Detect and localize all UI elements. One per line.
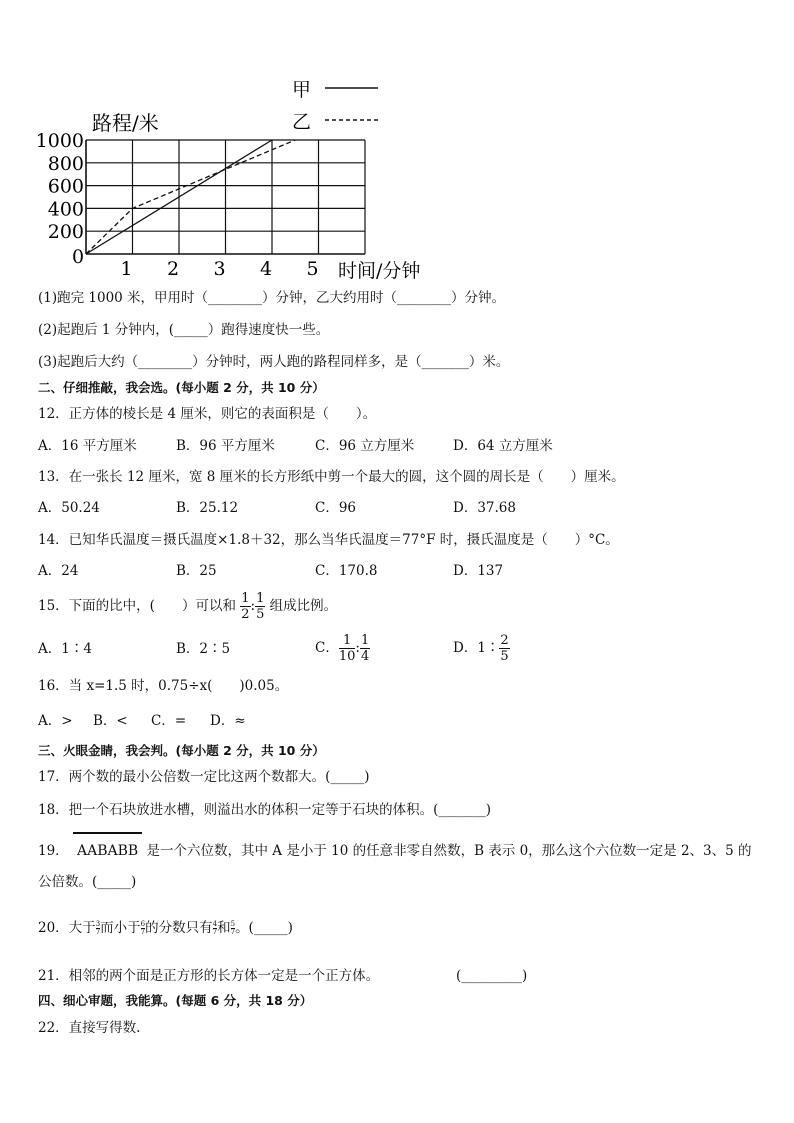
q16-option-b: B．<	[93, 713, 128, 729]
q13-option-b: B．25.12	[176, 500, 239, 516]
x-tick-label: 3	[213, 258, 226, 280]
q11-part1: (1)跑完 1000 米，甲用时（________）分钟，乙大约用时（________）分钟。	[38, 290, 506, 306]
q12-option-d: D．64 立方厘米	[453, 438, 553, 454]
q16-option-c: C．=	[151, 713, 187, 729]
legend-label: 乙	[292, 111, 312, 133]
q16-option-d: D．≈	[210, 713, 246, 729]
q11-part3: (3)起跑后大约（________）分钟时，两人跑的路程同样多，是（_______）米。	[38, 354, 510, 370]
x-axis-label: 时间/分钟	[338, 260, 421, 282]
q14-option-b: B．25	[176, 563, 217, 579]
q15-ratio-term2: $\frac{1}{5}$	[256, 591, 265, 622]
q15-ratio-colon: :	[250, 598, 256, 614]
chart-series	[86, 140, 295, 254]
q16-option-a: A．>	[38, 713, 73, 729]
q21-answer-blank[interactable]: (_________)	[456, 968, 528, 984]
q13-option-d: D．37.68	[453, 500, 516, 516]
q18: 18．把一个石块放进水槽，则溢出水的体积一定等于石块的体积。(_______)	[38, 802, 491, 818]
y-tick-label: 800	[47, 152, 84, 175]
q13-option-a: A．50.24	[38, 500, 100, 516]
y-axis-label: 路程/米	[92, 111, 159, 135]
section-3-heading: 三、火眼金睛，我会判。(每小题 2 分，共 10 分）	[38, 743, 325, 758]
q15-option-b: B．2∶5	[176, 641, 231, 657]
q12-option-b: B．96 平方厘米	[176, 438, 275, 454]
y-tick-label: 200	[47, 221, 84, 244]
chart-grid	[86, 140, 365, 254]
distance-time-chart	[30, 70, 450, 285]
q15-option-d: D．1∶ $\frac{2}{5}$	[453, 633, 509, 664]
q15-ratio-term1: $\frac{1}{2}$	[241, 591, 250, 622]
x-tick-label: 4	[259, 258, 273, 280]
q20: 20．大于 $\frac{3}{7}$ 而小于 $\frac{6}{7}$ 的分数只有 $\frac{4}{7}$ 和 $\frac{5}{7}$ 。(_____)	[38, 920, 293, 936]
q15-option-c: C． $\frac{1}{10}$ : $\frac{1}{4}$	[315, 633, 370, 664]
q19-number: 19．	[38, 843, 69, 859]
series-line-yi	[86, 140, 295, 254]
q17: 17．两个数的最小公倍数一定比这两个数都大。(_____)	[38, 769, 370, 785]
q20-fraction-3: $\frac{4}{7}$	[212, 920, 218, 936]
q12-stem: 12．正方体的棱长是 4 厘米，则它的表面积是（ ）。	[38, 406, 377, 422]
q19-line1	[38, 832, 752, 864]
q20-fraction-1: $\frac{3}{7}$	[95, 920, 101, 936]
q20-fraction-2: $\frac{6}{7}$	[140, 920, 146, 936]
q14-option-a: A．24	[38, 563, 79, 579]
q15-stem-after: 组成比例。	[269, 598, 338, 614]
x-tick-label: 1	[120, 258, 133, 280]
q16-stem: 16．当 x=1.5 时，0.75÷x( )0.05。	[38, 678, 289, 694]
q13-option-c: C．96	[315, 500, 357, 516]
q12-option-c: C．96 立方厘米	[315, 438, 415, 454]
x-tick-label: 5	[306, 258, 319, 280]
x-tick-labels	[120, 258, 318, 280]
q13-stem: 13．在一张长 12 厘米，宽 8 厘米的长方形纸中剪一个最大的圆，这个圆的周长是（ ）厘米。	[38, 469, 625, 485]
legend-label: 甲	[292, 79, 312, 101]
q14-stem: 14．已知华氏温度＝摄氏温度×1.8＋32，那么当华氏温度＝77°F 时，摄氏温度是（ ）°C。	[38, 532, 619, 548]
q19-line2: 公倍数。(_____)	[38, 874, 137, 890]
y-tick-label: 1000	[35, 130, 84, 152]
q14-option-d: D．137	[453, 563, 504, 579]
q12-option-a: A．16 平方厘米	[38, 438, 137, 454]
q22: 22．直接写得数.	[38, 1020, 141, 1036]
y-tick-label: 600	[47, 175, 84, 198]
q15-stem-before: 15．下面的比中，( ）可以和	[38, 598, 236, 614]
q21: 21．相邻的两个面是正方形的长方体一定是一个正方体。	[38, 968, 380, 984]
q19-six-digit-number: AABABB	[73, 832, 142, 864]
section-2-heading: 二、仔细推敲，我会选。(每小题 2 分，共 10 分）	[38, 380, 325, 395]
q15-option-a: A．1∶4	[38, 641, 92, 657]
chart-legend	[292, 79, 378, 133]
origin-label: 0	[72, 246, 85, 268]
q14-option-c: C．170.8	[315, 563, 378, 579]
q15-stem	[38, 589, 337, 623]
q19-text: 是一个六位数，其中 A 是小于 10 的任意非零自然数，B 表示 0，那么这个六位数一定是 2、3、5 的	[146, 843, 752, 859]
y-tick-label: 400	[47, 198, 84, 221]
y-tick-labels	[36, 130, 84, 243]
q11-part2: (2)起跑后 1 分钟内，(_____）跑得速度快一些。	[38, 322, 330, 338]
section-4-heading: 四、细心审题，我能算。(每题 6 分，共 18 分）	[38, 993, 313, 1008]
x-tick-label: 2	[166, 258, 180, 280]
q20-fraction-4: $\frac{5}{7}$	[230, 920, 236, 936]
